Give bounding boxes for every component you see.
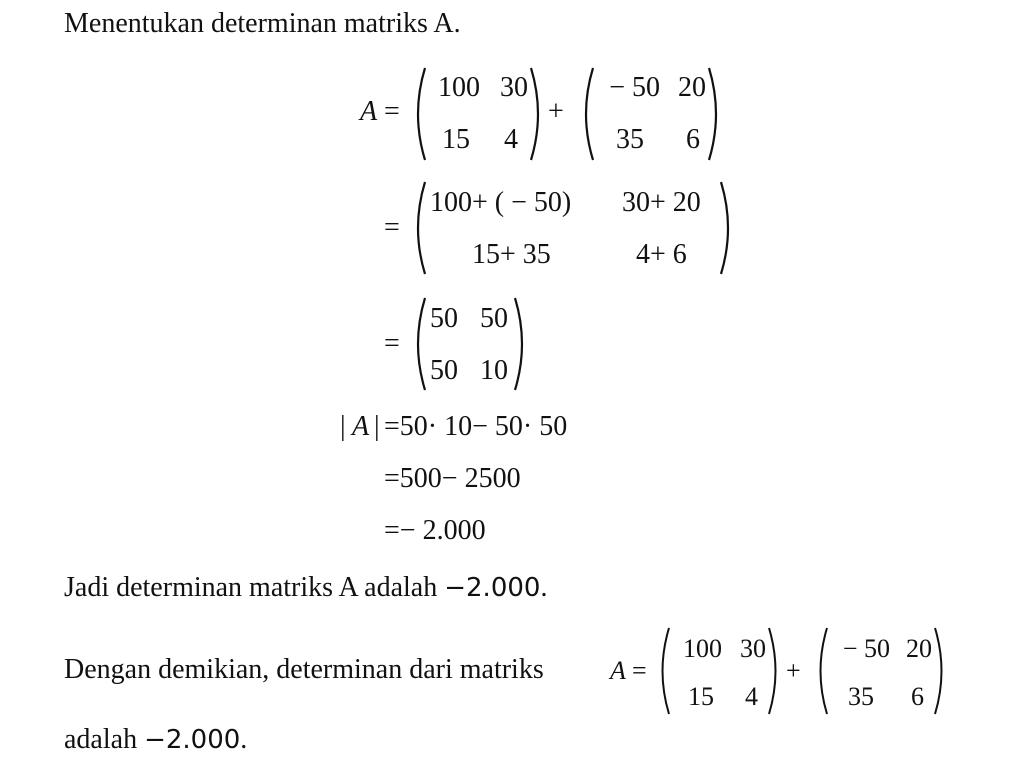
left-paren (812, 626, 830, 716)
plus-sign: + (786, 656, 801, 685)
final-text: Dengan demikian, determinan dari matriks (64, 654, 551, 685)
conclusion-text: Jadi determinan matriks A adalah (64, 572, 445, 603)
abs-bar-close: | (374, 411, 380, 442)
right-paren (528, 66, 548, 162)
left-paren (408, 296, 428, 392)
final-after-text: adalah (64, 724, 145, 755)
right-paren (932, 626, 950, 716)
sum-cell-11: 100+ ( − 50) (430, 187, 572, 218)
matrix-name-a: A (360, 96, 378, 127)
final-answer-line (64, 726, 247, 754)
equals-sign: = (384, 212, 400, 243)
sum-cell-22: 4+ 6 (636, 239, 687, 270)
determinant-line-1: =50· 10− 50· 50 (384, 411, 568, 442)
result-cell-11: 50 (430, 303, 458, 334)
matrix-name-a: A (610, 656, 626, 685)
conclusion-line (64, 574, 547, 602)
equals-sign: = (632, 656, 647, 685)
matrix2-cell-21: 35 (616, 124, 644, 155)
right-paren (706, 66, 726, 162)
conclusion-period: . (540, 572, 548, 603)
matrix2-cell-12: 20 (678, 72, 706, 103)
final-matrix2-cell-12: 20 (906, 634, 932, 663)
matrix-name-a: A (352, 411, 370, 442)
abs-bar-open: | (340, 411, 346, 442)
plus-sign: + (548, 96, 564, 127)
equals-sign: = (384, 328, 400, 359)
sum-cell-21: 15+ 35 (472, 239, 551, 270)
final-value: −2.000 (144, 725, 241, 755)
right-paren (718, 180, 738, 276)
final-matrix2-cell-22: 6 (911, 682, 924, 711)
matrix1-cell-12: 30 (500, 72, 528, 103)
matrix1-cell-11: 100 (438, 72, 480, 103)
final-matrix1-cell-11: 100 (683, 634, 722, 663)
result-cell-21: 50 (430, 355, 458, 386)
matrix2-cell-22: 6 (686, 124, 700, 155)
matrix1-cell-21: 15 (442, 124, 470, 155)
determinant-line-2: =500− 2500 (384, 463, 521, 494)
final-matrix2-cell-21: 35 (848, 682, 874, 711)
right-paren (766, 626, 784, 716)
matrix1-cell-22: 4 (504, 124, 518, 155)
sum-cell-12: 30+ 20 (622, 187, 701, 218)
left-paren (576, 66, 596, 162)
intro-text: Menentukan determinan matriks A. (64, 8, 461, 39)
final-matrix1-cell-22: 4 (745, 682, 758, 711)
matrix2-cell-11: − 50 (609, 72, 660, 103)
conclusion-value: −2.000 (444, 573, 541, 603)
final-period: . (240, 724, 248, 755)
determinant-line-3: =− 2.000 (384, 515, 486, 546)
right-paren (512, 296, 532, 392)
final-matrix1-cell-12: 30 (740, 634, 766, 663)
left-paren (408, 180, 428, 276)
result-cell-22: 10 (480, 355, 508, 386)
final-matrix1-cell-21: 15 (688, 682, 714, 711)
result-cell-12: 50 (480, 303, 508, 334)
equals-sign: = (384, 96, 400, 127)
final-matrix2-cell-11: − 50 (842, 634, 890, 663)
